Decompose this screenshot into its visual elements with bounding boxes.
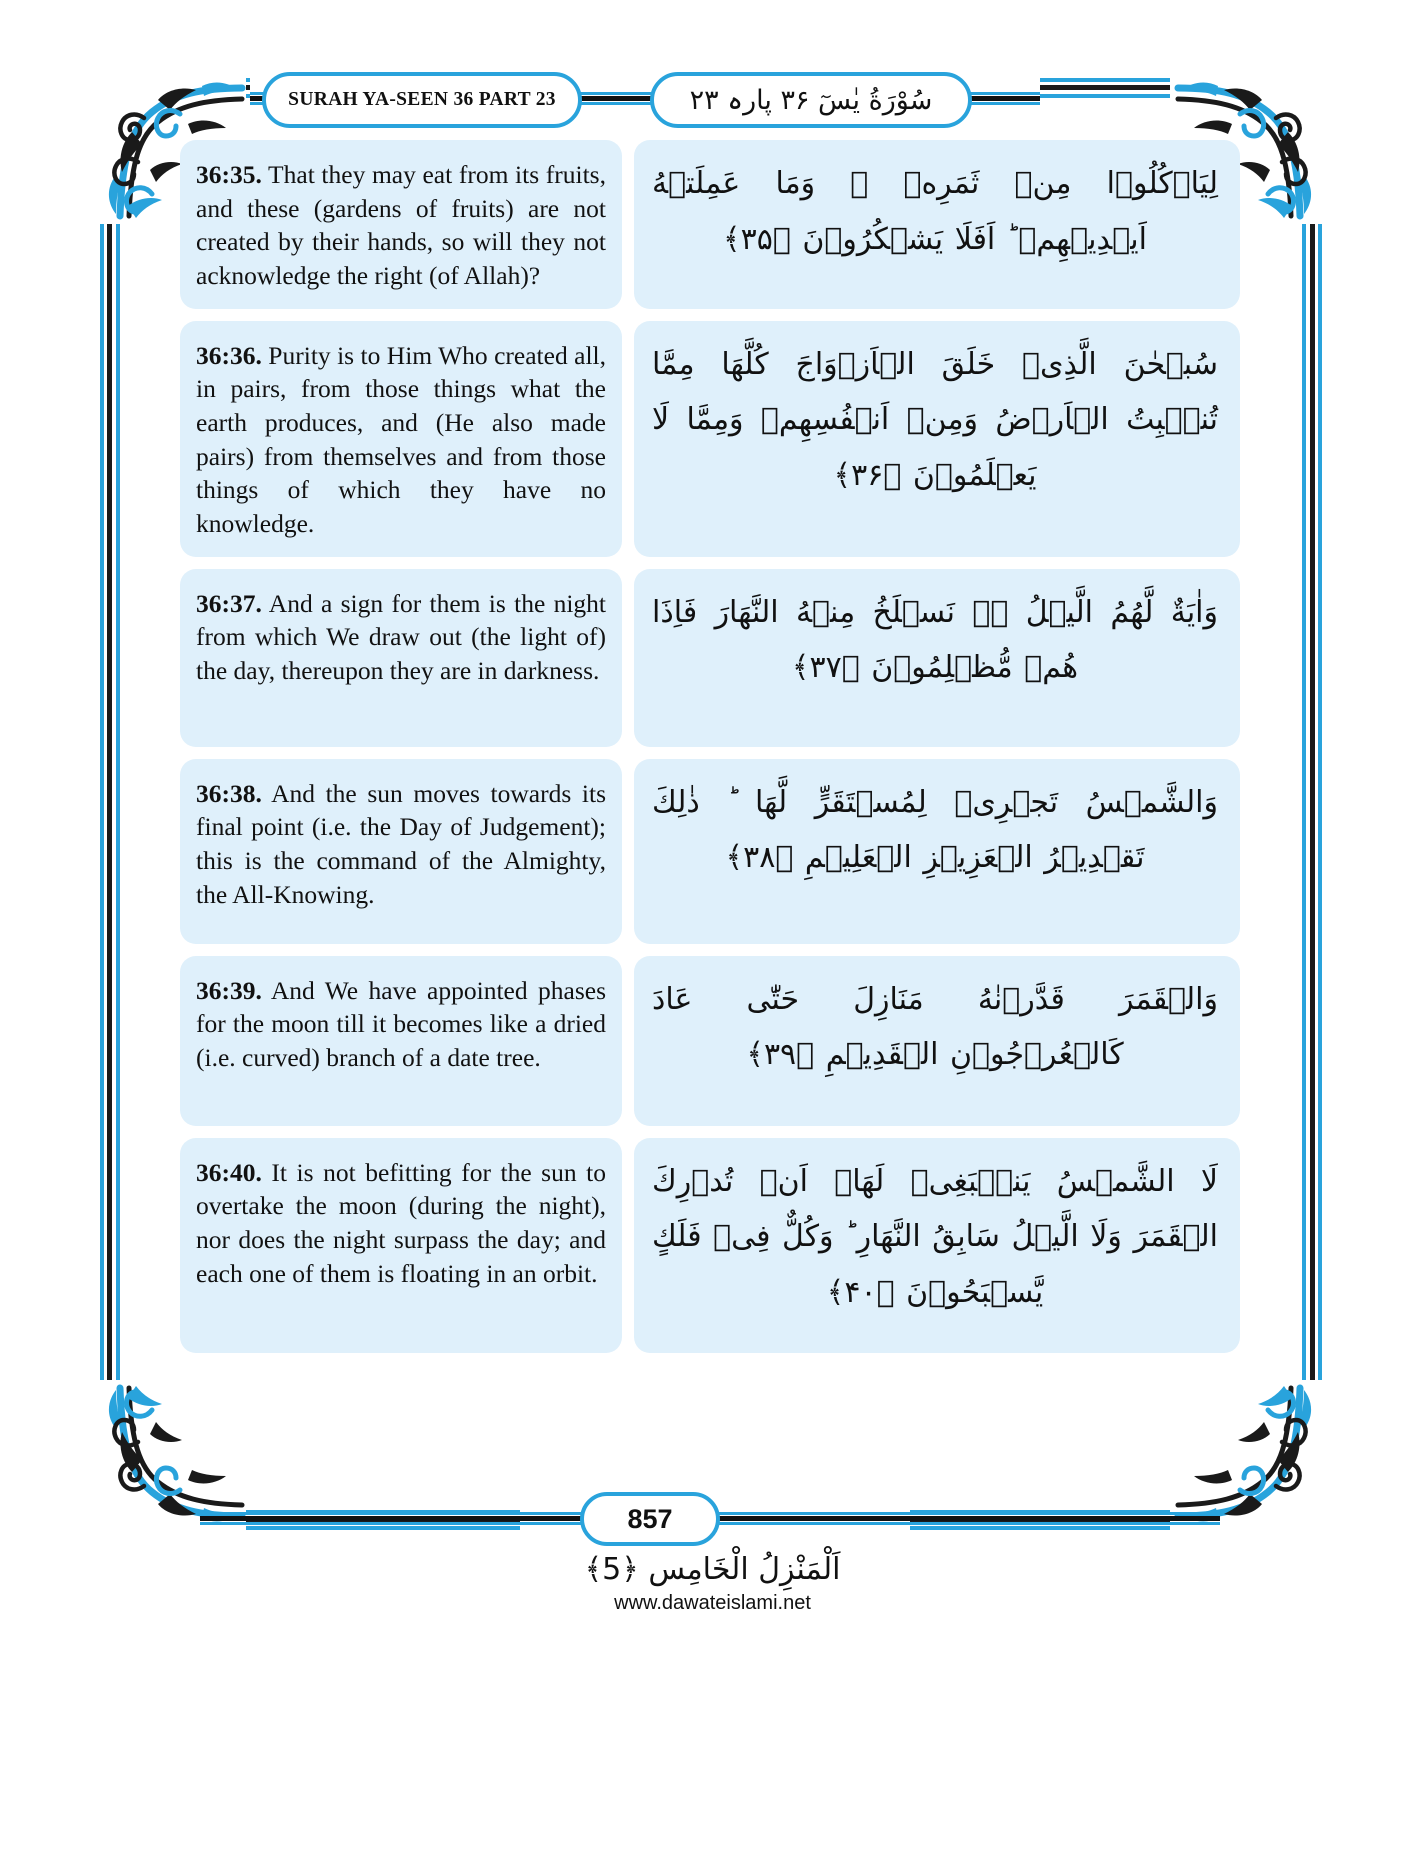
- page-footer: [0, 1552, 1425, 1615]
- verse-text-arabic: وَاٰیَةٌ لَّهُمُ الَّیۡلُ ۚۖ نَسۡلَخُ مِنۡهُ النَّهَارَ فَاِذَا هُمۡ مُّظۡلِمُوۡنَ ﴿۳۷﴾: [634, 569, 1240, 747]
- verse-translation-english: [180, 956, 622, 1126]
- verse-text-arabic: لِیَاۡکُلُوۡا مِنۡ ثَمَرِهٖ ۙ وَمَا عَمِلَتۡهُ اَیۡدِیۡهِمۡ ؕ اَفَلَا یَشۡکُرُوۡنَ ﴿۳۵﴾: [634, 140, 1240, 309]
- verse-row: [180, 759, 1240, 944]
- verse-row: [180, 569, 1240, 747]
- verse-translation-english: [180, 140, 622, 309]
- website-url[interactable]: www.dawateislami.net: [614, 1592, 811, 1614]
- verse-text-english: It is not befitting for the sun to overtake the moon (during the night), nor does the night surpass the day; and each one of them is floating in an orbit.: [196, 1157, 606, 1288]
- page-number: 857: [627, 1503, 673, 1534]
- surah-title-english-capsule: [262, 72, 582, 128]
- verse-reference: 36:37.: [196, 588, 262, 618]
- verse-row: [180, 321, 1240, 557]
- verse-list: [180, 140, 1240, 1353]
- verse-text-arabic: وَالشَّمۡسُ تَجۡرِیۡ لِمُسۡتَقَرٍّ لَّهَا ؕ ذٰلِكَ تَقۡدِیۡرُ الۡعَزِیۡزِ الۡعَلِیۡمِ ﴿۳۸﴾: [634, 759, 1240, 944]
- verse-text-arabic: وَالۡقَمَرَ قَدَّرۡنٰهُ مَنَازِلَ حَتّٰی عَادَ کَالۡعُرۡجُوۡنِ الۡقَدِیۡمِ ﴿۳۹﴾: [634, 956, 1240, 1126]
- verse-translation-english: [180, 1138, 622, 1353]
- verse-text-arabic: لَا الشَّمۡسُ یَنۡۢبَغِیۡ لَهَاۤ اَنۡ تُدۡرِكَ الۡقَمَرَ وَلَا الَّیۡلُ سَابِقُ النَّهَارِ ؕ وَکُلٌّ فِیۡ فَلَكٍ یَّسۡبَحُوۡنَ ﴿۴۰﴾: [634, 1138, 1240, 1353]
- verse-translation-english: [180, 759, 622, 944]
- verse-row: [180, 140, 1240, 309]
- verse-row: [180, 1138, 1240, 1353]
- surah-title-arabic: سُوْرَةُ یٰسٓ ۳۶ پارہ ۲۳: [689, 84, 933, 116]
- verse-reference: 36:38.: [196, 778, 262, 808]
- verse-text-arabic: سُبۡحٰنَ الَّذِیۡ خَلَقَ الۡاَزۡوَاجَ کُلَّهَا مِمَّا تُنۡۢبِتُ الۡاَرۡضُ وَمِنۡ اَنۡفُسِهِمۡ وَمِمَّا لَا یَعۡلَمُوۡنَ ﴿۳۶﴾: [634, 321, 1240, 557]
- verse-text-english: And We have appointed phases for the moon till it becomes like a dried (i.e. curved) branch of a date tree.: [196, 975, 606, 1072]
- verse-translation-english: [180, 321, 622, 557]
- verse-text-english: And a sign for them is the night from which We draw out (the light of) the day, thereupon they are in darkness.: [196, 588, 606, 685]
- verse-text-english: Purity is to Him Who created all, in pairs, from those things what the earth produces, and (He also made pairs) from themselves and from those things of which they have no knowledge.: [196, 340, 606, 538]
- verse-reference: 36:40.: [196, 1157, 262, 1187]
- verse-text-english: And the sun moves towards its final point (i.e. the Day of Judgement); this is the command of the Almighty, the All-Knowing.: [196, 778, 606, 909]
- verse-reference: 36:36.: [196, 340, 262, 370]
- verse-reference: 36:39.: [196, 975, 262, 1005]
- manzil-label: اَلْمَنْزِلُ الْخَامِس ﴿5﴾: [584, 1552, 841, 1587]
- surah-title-arabic-capsule: [650, 72, 972, 128]
- surah-title-english: SURAH YA-SEEN 36 PART 23: [288, 89, 556, 110]
- verse-row: [180, 956, 1240, 1126]
- verse-text-english: That they may eat from its fruits, and these (gardens of fruits) are not created by their hands, so will they not acknowledge the right (of Allah)?: [196, 160, 606, 290]
- verse-reference: 36:35.: [196, 160, 262, 189]
- page-number-capsule: [580, 1492, 720, 1546]
- verse-translation-english: [180, 569, 622, 747]
